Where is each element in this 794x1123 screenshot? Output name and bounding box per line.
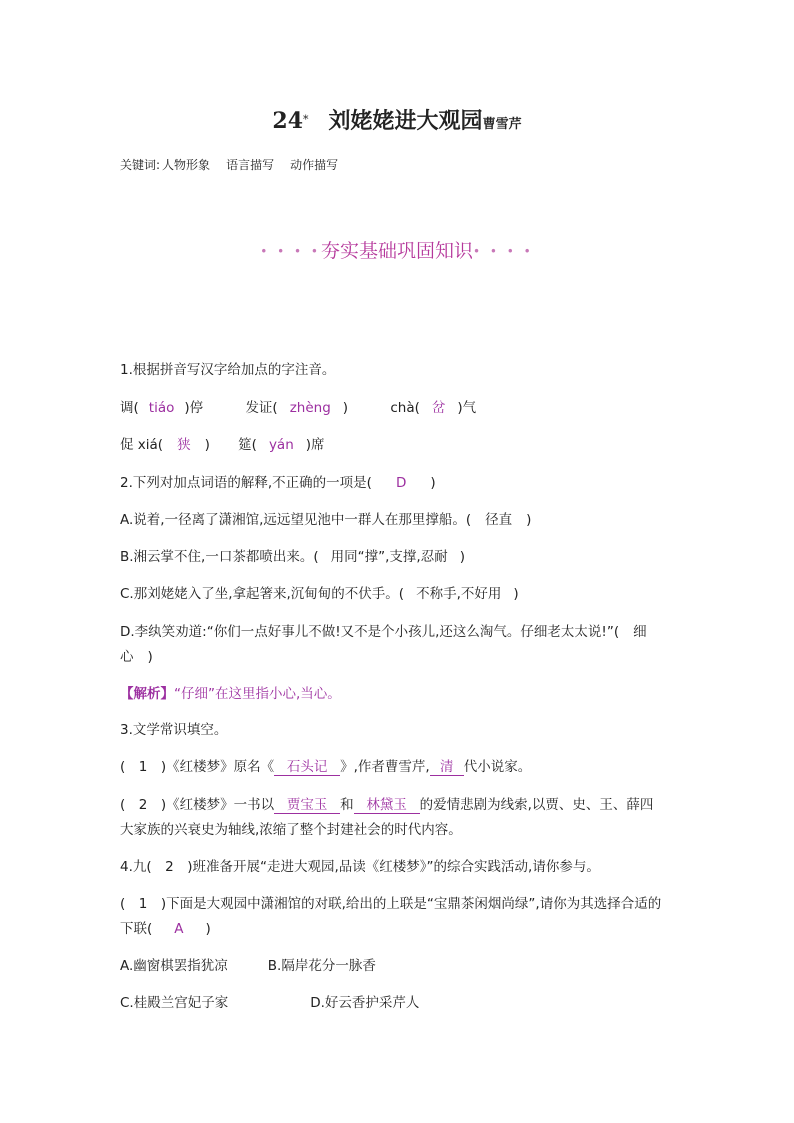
answer: 狭 (177, 437, 191, 453)
answer-blank: 林黛玉 (354, 793, 420, 814)
option-note: 细 (633, 624, 647, 640)
q1-text: ) (342, 400, 349, 416)
q4-text: 下联( (120, 921, 153, 937)
q2-text: ) (513, 586, 519, 602)
q2-text: ) (526, 512, 532, 528)
q3-text: 的爱情悲剧为线索,以贾、史、王、薛四 (419, 797, 654, 813)
q2-text: C.那刘姥姥入了坐,拿起箸来,沉甸甸的不伏手。( (120, 586, 405, 602)
q2-analysis (120, 682, 341, 702)
page-title (0, 104, 794, 135)
q2-text: B.湘云掌不住,一口茶都喷出来。( (120, 549, 319, 565)
q1-text: 调( (120, 400, 139, 416)
q1-row1 (120, 396, 476, 416)
answer-blank: 贾宝玉 (274, 793, 340, 814)
q4-s1-line2 (120, 917, 211, 937)
q2-option-d (120, 620, 647, 640)
q2-text: ) (147, 649, 153, 665)
keywords-line (120, 156, 338, 173)
banner-dots-right: • • • • (473, 244, 534, 259)
q3-s2 (120, 793, 653, 814)
q2-text: D.李纨笑劝道:“你们一点好事儿不做!又不是个小孩儿,还这么淘气。仔细老太太说!”( (120, 624, 620, 640)
q1-text: )气 (457, 400, 477, 416)
q2-option-a (120, 508, 531, 528)
answer: A (174, 921, 184, 937)
q1-text: 筵( (238, 437, 257, 453)
q1-prompt: 1.根据拼音写汉字给加点的字注音。 (120, 362, 336, 378)
lesson-number: 24 (272, 108, 304, 134)
q1-text: 发证( (245, 400, 278, 416)
q2-option-d-cont (120, 645, 153, 665)
q3-text: 》,作者曹雪芹, (340, 759, 430, 775)
q2-prompt (120, 471, 436, 491)
q4-prompt: 4.九( 2 )班准备开展“走进大观园,品读《红楼梦》”的综合实践活动,请你参与。 (120, 859, 600, 875)
answer: zhèng (289, 400, 331, 416)
option-note: 径直 (485, 512, 513, 528)
q4-option-d: D.好云香护采芹人 (310, 995, 420, 1011)
q3-s1 (120, 755, 531, 776)
section-banner (0, 236, 794, 263)
q3-text: ( 2 )《红楼梦》一书以 (120, 797, 275, 813)
answer: 岔 (431, 400, 446, 416)
keywords-label: 关键词: (120, 158, 161, 172)
q1-text: )席 (305, 437, 325, 453)
keyword-item: 动作描写 (290, 158, 339, 172)
q1-text: chà( (390, 400, 420, 416)
q3-prompt: 3.文学常识填空。 (120, 722, 228, 738)
option-note: 心 (120, 649, 134, 665)
banner-text: 夯实基础巩固知识 (320, 240, 473, 262)
q2-text: ) (459, 549, 465, 565)
answer: tiáo (148, 400, 175, 416)
q4-text: ) (205, 921, 211, 937)
q1-row2 (120, 433, 325, 453)
banner-dots-left: • • • • (260, 244, 321, 259)
q2-text: 2.下列对加点词语的解释,不正确的一项是( (120, 475, 372, 491)
q3-s2-cont: 大家族的兴衰史为轴线,浓缩了整个封建社会的时代内容。 (120, 822, 462, 838)
answer: D (395, 475, 407, 491)
q4-option-a: A.幽窗棋罢指犹凉 (120, 958, 228, 974)
keyword-item: 人物形象 (162, 158, 211, 172)
q4-option-b: B.隔岸花分一脉香 (267, 958, 376, 974)
analysis-tag: 【解析】 (120, 686, 174, 702)
analysis-text: “仔细”在这里指小心,当心。 (174, 686, 341, 702)
q3-text: 代小说家。 (463, 759, 532, 775)
keyword-item: 语言描写 (226, 158, 275, 172)
q3-text: 和 (340, 797, 354, 813)
answer-blank: 石头记 (274, 755, 340, 776)
q1-text: ) (204, 437, 210, 453)
q4-s1-line1: ( 1 )下面是大观园中潇湘馆的对联,给出的上联是“宝鼎茶闲烟尚绿”,请你为其选择合适的 (120, 896, 662, 912)
q4-option-c: C.桂殿兰宫妃子家 (120, 995, 229, 1011)
answer: yán (268, 437, 294, 453)
q2-text: A.说着,一径离了潇湘馆,远远望见池中一群人在那里撑船。( (120, 512, 472, 528)
q4-options-row1 (120, 954, 376, 974)
option-note: 不称手,不好用 (416, 586, 502, 602)
q3-text: ( 1 )《红楼梦》原名《 (120, 759, 275, 775)
lesson-star: * (303, 112, 309, 126)
q2-option-b (120, 545, 465, 565)
q2-option-c (120, 582, 519, 602)
q1-text: )停 (184, 400, 204, 416)
answer-blank: 清 (430, 755, 464, 776)
lesson-author: 曹雪芹 (482, 117, 522, 132)
option-note: 用同“撑”,支撑,忍耐 (330, 549, 448, 565)
q1-text: 促 xiá( (120, 437, 164, 453)
lesson-title: 刘姥姥进大观园 (328, 108, 483, 134)
q2-text: ) (430, 475, 436, 491)
q4-options-row2 (120, 991, 419, 1011)
